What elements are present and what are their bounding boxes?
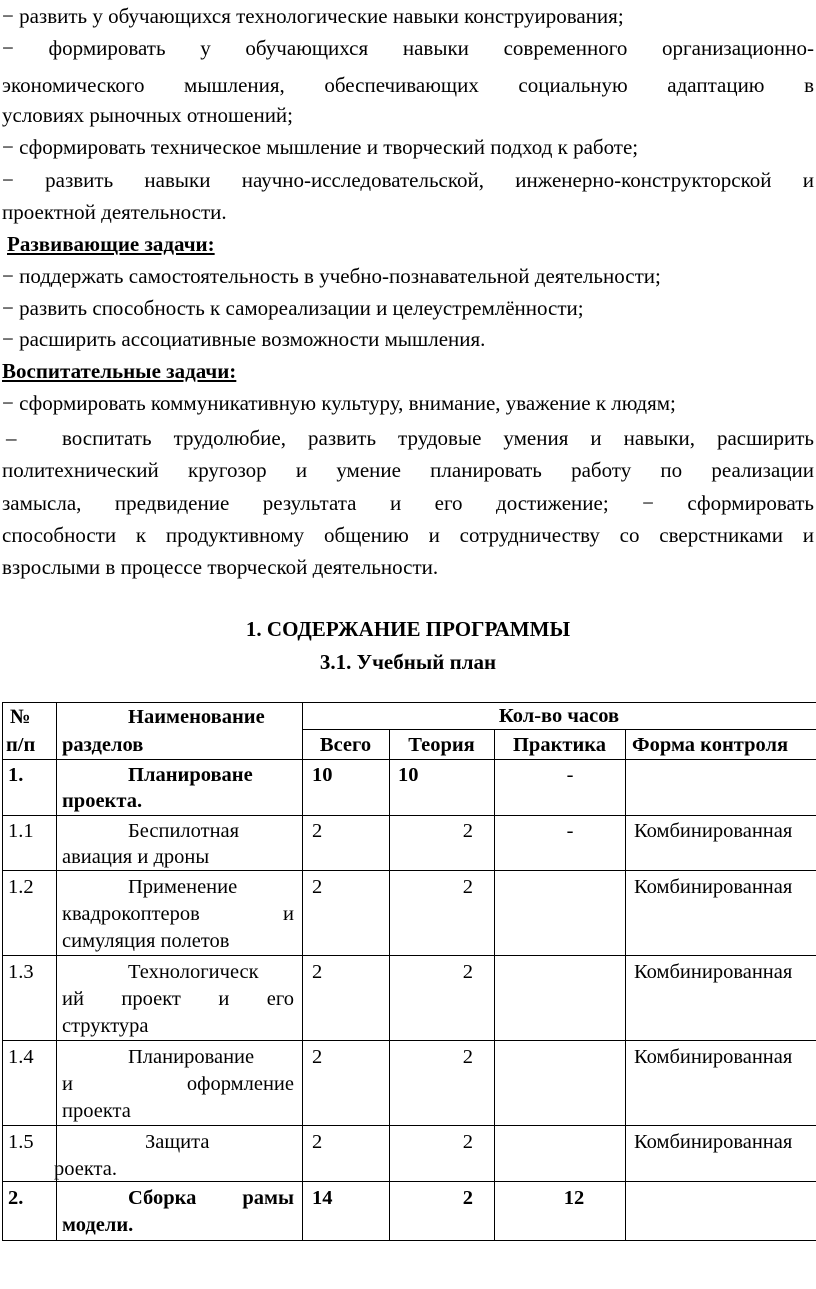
- row-name: проекта.: [62, 790, 143, 812]
- header-name: разделов: [62, 734, 144, 756]
- text-line: − развить у обучающихся технологические навыки конструирования;: [2, 4, 624, 28]
- row-name: и оформление: [62, 1073, 294, 1095]
- text-line: − формировать у обучающихся навыки современного организационно-: [2, 36, 814, 60]
- row-total: 2: [312, 961, 323, 983]
- text-line: замысла, предвидение результата и его достижение; − сформировать: [2, 491, 814, 515]
- heading-educational-tasks: Воспитательные задачи:: [2, 359, 237, 383]
- row-theory: 2: [462, 1046, 473, 1068]
- row-total: 2: [312, 1131, 323, 1153]
- row-number: 1.5: [8, 1131, 34, 1153]
- row-name: симуляция полетов: [62, 930, 230, 952]
- row-control: Комбинированная: [634, 1131, 793, 1153]
- row-name: Технологическ: [128, 961, 259, 983]
- text-line: способности к продуктивному общению и сотрудничеству со сверстниками и: [2, 523, 814, 547]
- row-theory: 2: [462, 961, 473, 983]
- row-theory: 10: [398, 764, 419, 786]
- text-line: − сформировать коммуникативную культуру, внимание, уважение к людям;: [2, 391, 676, 415]
- row-total: 2: [312, 820, 323, 842]
- text-line: − поддержать самостоятельность в учебно-познавательной деятельности;: [2, 264, 661, 288]
- text-line: политехнический кругозор и умение планировать работу по реализации: [2, 458, 814, 482]
- header-theory: Теория: [408, 734, 475, 756]
- row-number: 2.: [8, 1187, 24, 1209]
- row-name: Беспилотная: [128, 820, 240, 842]
- row-total: 14: [312, 1187, 333, 1209]
- section-title: 1. СОДЕРЖАНИЕ ПРОГРАММЫ: [245, 617, 571, 641]
- row-name: авиация и дроны: [62, 846, 210, 868]
- row-practice: -: [566, 764, 574, 786]
- row-name: Применение: [128, 876, 238, 898]
- row-number: 1.3: [8, 961, 34, 983]
- text-line: − расширить ассоциативные возможности мышления.: [2, 327, 486, 351]
- header-control: Форма контроля: [632, 734, 789, 756]
- header-name: Наименование: [128, 706, 265, 728]
- row-total: 10: [312, 764, 333, 786]
- header-hours: Кол-во часов: [498, 705, 620, 727]
- text-line: условиях рыночных отношений;: [2, 103, 294, 127]
- row-control: Комбинированная: [634, 961, 793, 983]
- row-name: модели.: [62, 1214, 134, 1236]
- text-line: взрослыми в процессе творческой деятельности.: [2, 555, 439, 579]
- row-total: 2: [312, 1046, 323, 1068]
- row-name: Планироване: [128, 764, 253, 786]
- row-number: 1.4: [8, 1046, 34, 1068]
- row-name: ий проект и его: [62, 988, 294, 1010]
- row-name: Сборка рамы: [128, 1187, 294, 1209]
- row-number: 1.1: [8, 820, 34, 842]
- text-line: воспитать трудолюбие, развить трудовые умения и навыки, расширить: [62, 426, 814, 450]
- header-number: №: [10, 706, 31, 728]
- subsection-title: 3.1. Учебный план: [319, 650, 497, 674]
- row-name: роекта.: [54, 1158, 117, 1180]
- row-number: 1.2: [8, 876, 34, 898]
- row-theory: 2: [462, 820, 473, 842]
- row-name: Защита: [145, 1131, 210, 1153]
- header-number: п/п: [6, 734, 36, 756]
- row-total: 2: [312, 876, 323, 898]
- dash-marker: –: [6, 426, 17, 450]
- text-line: − сформировать техническое мышление и творческий подход к работе;: [2, 135, 639, 159]
- row-control: Комбинированная: [634, 820, 793, 842]
- text-line: − развить навыки научно-исследовательской, инженерно-конструкторской и: [2, 168, 814, 192]
- row-theory: 2: [462, 1187, 473, 1209]
- row-control: Комбинированная: [634, 876, 793, 898]
- row-name: проекта: [62, 1100, 131, 1122]
- row-control: Комбинированная: [634, 1046, 793, 1068]
- row-name: квадрокоптеров и: [62, 903, 294, 925]
- header-practice: Практика: [512, 734, 607, 756]
- header-total: Всего: [319, 734, 372, 756]
- row-number: 1.: [8, 764, 24, 786]
- text-line: экономического мышления, обеспечивающих социальную адаптацию в: [2, 73, 814, 97]
- text-line: проектной деятельности.: [2, 200, 227, 224]
- heading-developing-tasks: Развивающие задачи:: [7, 232, 215, 256]
- row-theory: 2: [462, 1131, 473, 1153]
- text-line: − развить способность к самореализации и целеустремлённости;: [2, 296, 584, 320]
- row-practice: 12: [563, 1187, 585, 1209]
- row-name: структура: [62, 1015, 149, 1037]
- row-theory: 2: [462, 876, 473, 898]
- row-name: Планирование: [128, 1046, 255, 1068]
- row-practice: -: [566, 820, 574, 842]
